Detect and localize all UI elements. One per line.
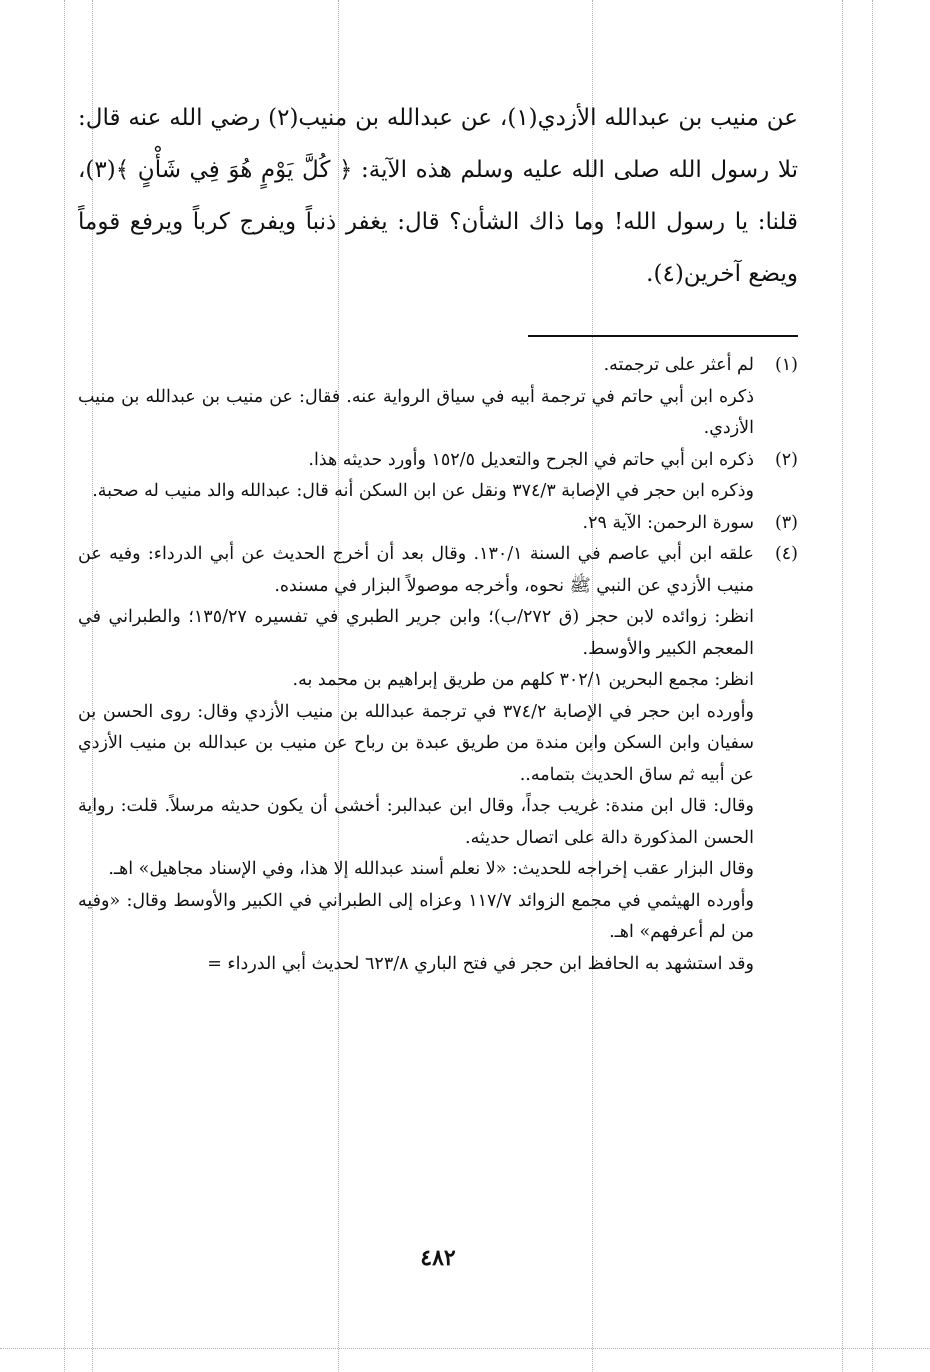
footnote-2 bbox=[78, 445, 798, 508]
footnote-paragraph: وذكره ابن حجر في الإصابة ٣٧٤/٣ ونقل عن ابن السكن أنه قال: عبدالله والد منيب له صحبة. bbox=[92, 481, 754, 501]
footnote-paragraph: وأورده ابن حجر في الإصابة ٣٧٤/٢ في ترجمة عبدالله بن منيب الأزدي وقال: روى الحسن بن سفيان وابن السكن وابن مندة من طريق عبدة بن رباح عن منيب بن عبدالله بن منيب الأزدي عن أبيه ثم ساق الحديث بتمامه.. bbox=[78, 701, 754, 785]
footnote-1 bbox=[78, 350, 798, 445]
footnote-number: (٢) bbox=[774, 449, 798, 470]
footnote-number: (١) bbox=[774, 355, 798, 375]
footnote-paragraph: لم أعثر على ترجمته. bbox=[603, 355, 754, 375]
footnote-body bbox=[78, 539, 754, 980]
main-text bbox=[78, 92, 798, 300]
guide-line bbox=[842, 0, 843, 1372]
footnote-4 bbox=[78, 539, 798, 980]
footnote-body bbox=[78, 445, 754, 508]
footnote-separator bbox=[528, 335, 798, 337]
footnote-paragraph: ذكره ابن أبي حاتم في الجرح والتعديل ١٥٢/٥ وأورد حديثه هذا. bbox=[308, 449, 754, 470]
footnote-paragraph: وقال البزار عقب إخراجه للحديث: «لا نعلم أسند عبدالله إلا هذا، وفي الإسناد مجاهيل» اهـ. bbox=[108, 859, 754, 879]
footnote-paragraph: ذكره ابن أبي حاتم في ترجمة أبيه في سياق الرواية عنه. فقال: عن منيب بن عبدالله بن منيب الأزدي. bbox=[78, 386, 754, 438]
footnote-3 bbox=[78, 508, 798, 540]
footnote-paragraph: وأورده الهيثمي في مجمع الزوائد ١١٧/٧ وعزاه إلى الطبراني في الكبير والأوسط وقال: «وفيه من لم أعرفهم» اهـ. bbox=[78, 890, 754, 942]
footnote-paragraph: انظر: مجمع البحرين ٣٠٢/١ كلهم من طريق إبراهيم بن محمد به. bbox=[292, 670, 754, 690]
page-number: ٤٨٢ bbox=[420, 1245, 456, 1271]
footnote-paragraph: وقد استشهد به الحافظ ابن حجر في فتح الباري ٦٢٣/٨ لحديث أبي الدرداء = bbox=[207, 953, 754, 974]
footnote-paragraph: سورة الرحمن: الآية ٢٩. bbox=[582, 512, 754, 533]
footnote-paragraph: وقال: قال ابن مندة: غريب جداً، وقال ابن عبدالبر: أخشى أن يكون حديثه مرسلاً. قلت: رواية الحسن المذكورة دالة على اتصال حديثه. bbox=[78, 796, 754, 848]
guide-line bbox=[872, 0, 873, 1372]
footnote-body bbox=[78, 350, 754, 445]
footnote-paragraph: علقه ابن أبي عاصم في السنة ١٣٠/١. وقال بعد أن أخرج الحديث عن أبي الدرداء: وفيه عن منيب الأزدي عن النبي ﷺ نحوه، وأخرجه موصولاً البزار في مسنده. bbox=[78, 544, 754, 596]
main-paragraph: عن منيب بن عبدالله الأزدي(١)، عن عبدالله بن منيب(٢) رضي الله عنه قال: تلا رسول الله صلى الله عليه وسلم هذه الآية: ﴿ كُلَّ يَوْمٍ هُوَ فِي شَأْنٍ ﴾(٣)، قلنا: يا رسول الله! وما ذاك الشأن؟ قال: يغفر ذنباً ويفرج كرباً ويرفع قوماً ويضع آخرين(٤). bbox=[78, 105, 798, 287]
footnotes bbox=[78, 350, 798, 980]
guide-line bbox=[0, 1348, 930, 1349]
footnote-number: (٤) bbox=[774, 544, 798, 564]
footnote-paragraph: انظر: زوائده لابن حجر (ق ٢٧٢/ب)؛ وابن جرير الطبري في تفسيره ١٣٥/٢٧؛ والطبراني في المعجم الكبير والأوسط. bbox=[78, 607, 754, 659]
footnote-body bbox=[78, 508, 754, 540]
document-page bbox=[78, 92, 798, 1271]
footnote-number: (٣) bbox=[774, 512, 798, 533]
guide-line bbox=[64, 0, 65, 1372]
